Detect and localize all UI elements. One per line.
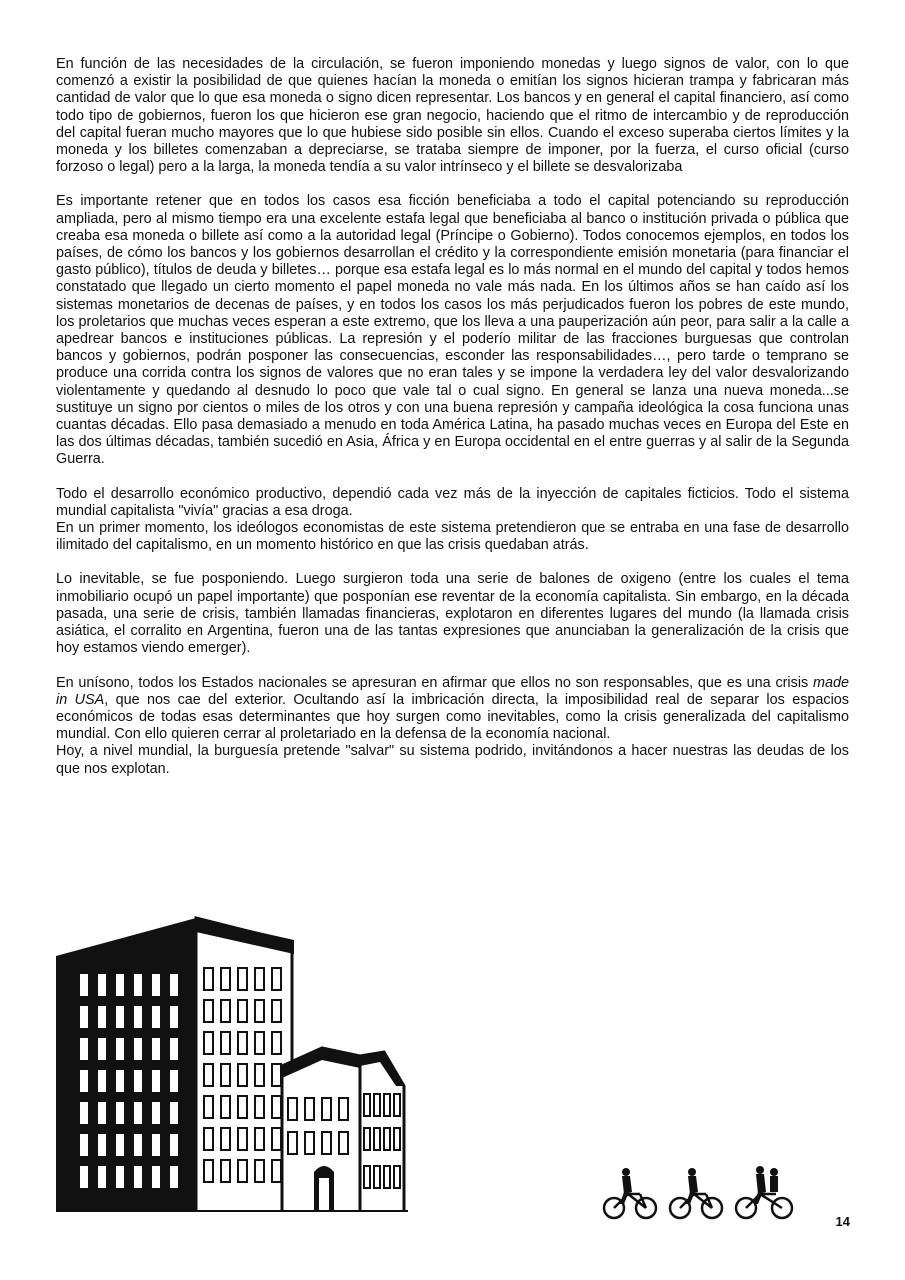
page-number: 14 bbox=[835, 1214, 850, 1229]
paragraph-7: Hoy, a nivel mundial, la burguesía pretende "salvar" su sistema podrido, invitándonos a hacer nuestras las deudas de los que nos explotan. bbox=[56, 743, 849, 777]
paragraph-6-start: En unísono, todos los Estados nacionales se apresuran en afirmar que ellos no son responsables, que es una crisis bbox=[56, 674, 813, 691]
body-text bbox=[56, 56, 849, 778]
paragraph-6 bbox=[56, 675, 849, 744]
paragraph-6-end: , que nos cae del exterior. Ocultando así la imbricación directa, la imposibilidad real de separar los espacios económicos de todas esas determinantes que hoy surgen como inevitables, como la crisis generalizada del capitalismo mundial. Con ello quieren cerrar al proletariado en la defensa de la economía nacional. bbox=[56, 691, 849, 743]
paragraph-5: Lo inevitable, se fue posponiendo. Luego surgieron toda una serie de balones de oxigeno (entre los cuales el tema inmobiliario ocupó un papel importante) que posponían ese reventar de la economía capitalista. Sin embargo, en la década pasada, una serie de crisis, también llamadas financieras, explotaron en diferentes lugares del mundo (la llamada crisis asiática, el corralito en Argentina, fueron una de las tantas expresiones que anunciaban la generalización de la crisis que hoy estamos viendo emerger). bbox=[56, 571, 849, 657]
building-silhouettes-illustration bbox=[56, 916, 408, 1212]
paragraph-4: En un primer momento, los ideólogos economistas de este sistema pretendieron que se entraba en una fase de desarrollo ilimitado del capitalismo, en un momento histórico en que las crisis quedaban atrás. bbox=[56, 520, 849, 554]
paragraph-2: Es importante retener que en todos los casos esa ficción beneficiaba a todo el capital potenciando su reproducción ampliada, pero al mismo tiempo era una excelente estafa legal que beneficiaba al banco o institución privada o pública que creaba esa moneda o billete así como a la autoridad legal (Príncipe o Gobierno). Todos conocemos ejemplos, en todos los países, de cómo los bancos y los gobiernos desarrollan el crédito y la correspondiente emisión monetaria (para financiar el gasto público), títulos de deuda y billetes… porque esa estafa legal es lo más normal en el mundo del capital y todos hemos constatado que llegado un cierto momento el papel moneda no vale más nada. En los últimos años se han caído así los sistemas monetarios de decenas de países, y en todos los casos los más perjudicados fueron los pobres de este mundo, los proletarios que muchas veces esperan a este extremo, que los lleva a una pauperización aún peor, para salir a la calle a apedrear bancos e instituciones públicas. La represión y el poderío militar de las fracciones burguesas que controlan bancos y gobiernos, podrán posponer las consecuencias, esconder las responsabilidades…, pero tarde o temprano se produce una corrida contra los signos de valores que no eran tales y se impone la verdadera ley del valor desvalorizando violentamente y quedando al desnudo lo poco que vale tal o cual signo. En general se lanza una nueva moneda...se sustituye un signo por cientos o miles de los otros y con una buena represión y campaña ideológica la cosa funciona unas cuantas décadas. Ello pasa demasiado a menudo en toda América Latina, ha pasado muchas veces en Europa del Este en las dos últimas décadas, también sucedió en Asia, África y en Europa occidental en el entre guerras y al salir de la Segunda Guerra. bbox=[56, 193, 849, 468]
paragraph-6-emphasis: made in USA bbox=[56, 674, 849, 708]
cyclists-illustration bbox=[600, 1164, 800, 1220]
paragraph-3: Todo el desarrollo económico productivo, dependió cada vez más de la inyección de capitales ficticios. Todo el sistema mundial capitalista "vivía" gracias a esa droga. bbox=[56, 485, 849, 519]
paragraph-1: En función de las necesidades de la circulación, se fueron imponiendo monedas y luego signos de valor, con lo que comenzó a existir la posibilidad de que quienes hacían la moneda o emitían los signos hicieran trampa y fabricaran más cantidad de valor que lo que esa moneda o signo dicen representar. Los bancos y en general el capital financiero, así como todo tipo de gobiernos, fueron los que hicieron ese gran negocio, haciendo que el ritmo de intercambio y de reproducción del capital fueran mucho mayores que lo que hubiese sido posible sin ellos. Cuando el exceso superaba ciertos límites y la moneda y los billetes comenzaban a depreciarse, se trataba siempre de imponer, por la fuerza, el curso oficial (curso forzoso o legal) pero a la larga, la moneda tendía a su valor intrínseco y el billete se desvalorizaba bbox=[56, 56, 849, 176]
